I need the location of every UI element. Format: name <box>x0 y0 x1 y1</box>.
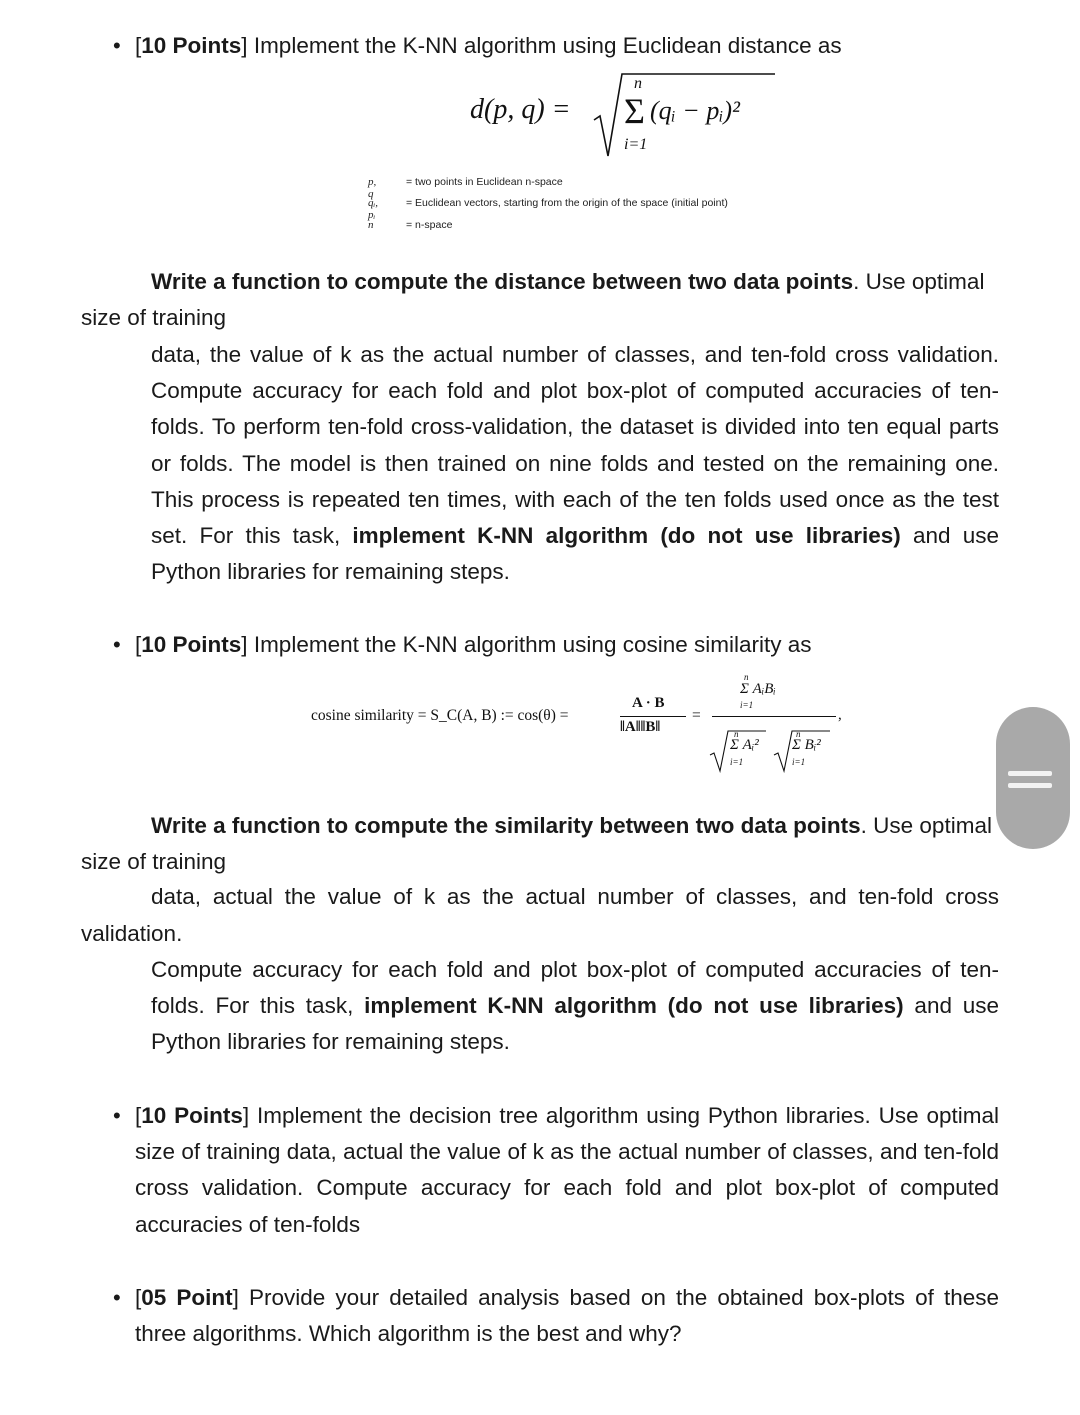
sum-upper: n <box>634 75 642 92</box>
frac1-numerator: A · B <box>632 695 665 711</box>
num-upper: n <box>744 672 749 682</box>
paragraph-text-end: and use Python libraries for remaining steps. <box>151 523 999 585</box>
section1-line2: size of training <box>81 305 227 330</box>
definition-symbol: p, q <box>368 176 377 200</box>
section1-lead-rest: . Use optimal <box>853 269 985 294</box>
points-label: 10 Points <box>141 1103 243 1128</box>
points-label: 10 Points <box>141 33 242 58</box>
section1-paragraph <box>151 337 999 590</box>
bullet-4: • <box>113 1285 121 1310</box>
drag-handle-icon[interactable] <box>996 707 1070 849</box>
points-label: 10 Points <box>141 632 242 657</box>
den-left-lower: i=1 <box>730 757 744 767</box>
frac1-line <box>620 716 686 717</box>
section2-line2: size of training <box>81 849 227 874</box>
definition-symbol: n <box>368 219 374 231</box>
frac2-line <box>712 716 836 717</box>
frac1-denominator: ‖A‖‖B‖ <box>620 719 661 735</box>
den-left-sum: Σ Aᵢ² <box>730 737 759 753</box>
sum-lower: i=1 <box>624 136 648 153</box>
paragraph-bold: implement K-NN algorithm (do not use libraries) <box>352 523 901 549</box>
handle-bar <box>1008 771 1052 776</box>
cosine-lhs: cosine similarity = S_C(A, B) := cos(θ) = <box>311 707 569 724</box>
section2-line4: validation. <box>81 921 183 946</box>
section2-heading-text: Implement the K-NN algorithm using cosine similarity as <box>247 632 812 657</box>
num-lower: i=1 <box>740 700 754 710</box>
definition-text: = Euclidean vectors, starting from the origin of the space (initial point) <box>406 197 728 209</box>
den-right-upper: n <box>796 729 801 739</box>
sigma-symbol: Σ <box>624 91 645 131</box>
section2-lead <box>151 808 992 844</box>
points-label: 05 Point <box>141 1285 233 1310</box>
paragraph-bold: implement K-NN algorithm (do not use libraries) <box>364 993 904 1019</box>
section4-text: Provide your detailed analysis based on the obtained box-plots of these three algorithms. Which algorithm is the best and why? <box>135 1285 999 1347</box>
section2-paragraph <box>151 952 999 1061</box>
definition-symbol: qᵢ, pᵢ <box>368 197 378 221</box>
paragraph-text: Compute accuracy for each fold and plot box-plot of computed accuracies of ten-folds. For this task, <box>151 957 999 1019</box>
paragraph-text-end: and use Python libraries for remaining steps. <box>151 993 1000 1055</box>
summand: (qᵢ − pᵢ)² <box>650 96 740 125</box>
den-left-upper: n <box>734 729 739 739</box>
bullet-3: • <box>113 1103 121 1128</box>
section4-paragraph: [05 Point] Provide your detailed analysis based on the obtained box-plots of these three algorithms. Which algorithm is the best and why? <box>135 1285 999 1347</box>
definition-text: = two points in Euclidean n-space <box>406 176 563 188</box>
section2-bold-lead: Write a function to compute the similarity between two data points <box>151 813 861 838</box>
definition-text: = n-space <box>406 219 453 231</box>
den-right-lower: i=1 <box>792 757 806 767</box>
equals-sign: = <box>692 707 701 724</box>
paragraph-text: data, the value of k as the actual number of classes, and ten-fold cross validation. Compute accuracy for each fold and plot box-plot of computed accuracies of ten-folds. To perform ten-fold cross-validation, the dataset is divided into ten equal parts or folds. The model is then trained on nine folds and tested on the remaining one. This process is repeated ten times, with each of the ten folds used once as the test set. For this task, <box>151 342 999 549</box>
section1-bold-lead: Write a function to compute the distance between two data points <box>151 269 854 294</box>
bullet-1: • <box>113 33 121 58</box>
section2-line3: data, actual the value of k as the actual number of classes, and ten-fold cross <box>151 884 999 909</box>
section1-heading: [10 Points] Implement the K-NN algorithm using Euclidean distance as <box>135 33 842 58</box>
bullet-2: • <box>113 632 121 657</box>
section3-text: Implement the decision tree algorithm using Python libraries. Use optimal size of training data, actual the value of k as the actual number of classes, and ten-fold cross validation. Compute accuracy for each fold and plot box-plot of computed accuracies of ten-folds <box>135 1103 999 1237</box>
formula-lhs: d(p, q) = <box>470 94 571 125</box>
section2-lead-rest: . Use optimal <box>860 813 992 838</box>
section3-paragraph: [10 Points] Implement the decision tree algorithm using Python libraries. Use optimal size of training data, actual the value of k as the actual number of classes, and ten-fold cross validation. Compute accuracy for each fold and plot box-plot of computed accuracies of ten-folds <box>135 1103 999 1237</box>
formula-comma: , <box>838 707 842 723</box>
den-right-sum: Σ Bᵢ² <box>792 737 821 753</box>
section2-heading: [10 Points] Implement the K-NN algorithm using cosine similarity as <box>135 632 812 657</box>
section1-heading-text: Implement the K-NN algorithm using Euclidean distance as <box>247 33 842 58</box>
num-sum: Σ AᵢBᵢ <box>740 681 776 697</box>
handle-bar <box>1008 783 1052 788</box>
section1-lead <box>151 264 984 300</box>
